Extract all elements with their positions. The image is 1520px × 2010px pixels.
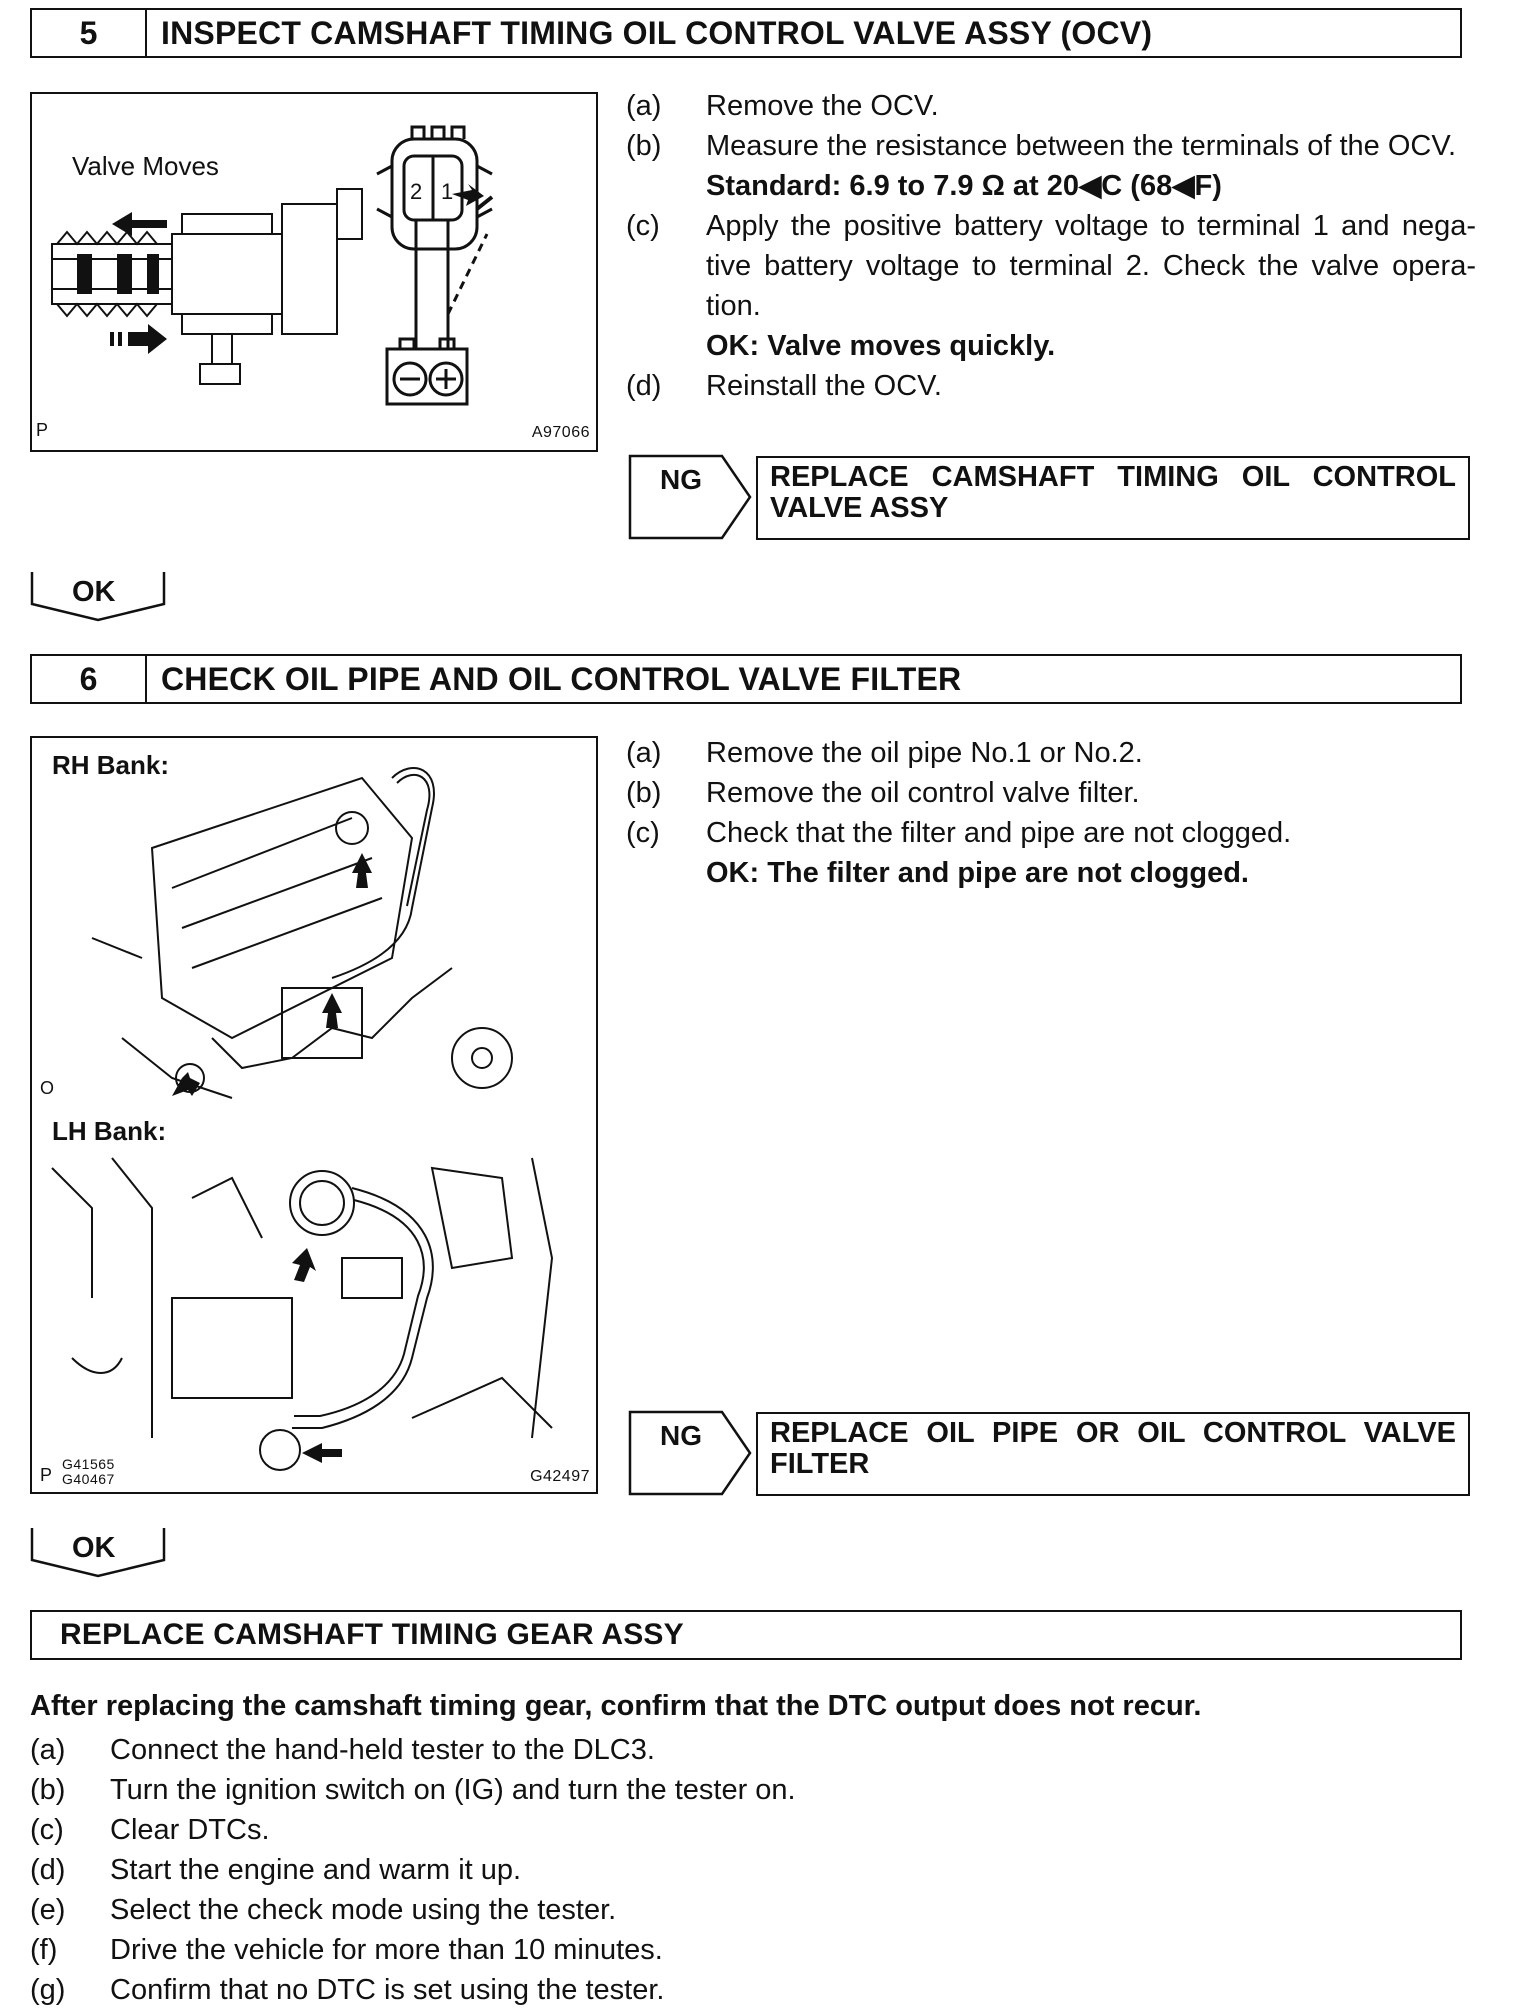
step-5-instructions bbox=[626, 86, 1476, 406]
list-item: (g) Confirm that no DTC is set using the tester. bbox=[30, 1974, 665, 2006]
list-item: (b) Turn the ignition switch on (IG) and turn the tester on. bbox=[30, 1774, 796, 1806]
final-lead-text: After replacing the camshaft timing gear, confirm that the DTC output does not recur. bbox=[30, 1690, 1202, 1722]
standard-row: Standard: 6.9 to 7.9 Ω at 20◀C (68◀F) bbox=[706, 170, 1222, 202]
step-title: CHECK OIL PIPE AND OIL CONTROL VALVE FILTER bbox=[161, 660, 962, 697]
list-item: (a) Connect the hand-held tester to the DLC3. bbox=[30, 1734, 655, 1766]
step-number: 5 bbox=[32, 10, 147, 56]
terminal-2-label: 2 bbox=[410, 179, 423, 204]
ok-label: OK bbox=[72, 576, 116, 608]
step-5-header bbox=[30, 8, 1462, 58]
figure-code-c: G42497 bbox=[530, 1468, 590, 1485]
figure-corner-letter: P bbox=[36, 420, 49, 440]
oil-pipe-figure bbox=[30, 736, 598, 1494]
figure-code-a: G41565 bbox=[62, 1456, 115, 1472]
list-item: (e) Select the check mode using the tester. bbox=[30, 1894, 617, 1926]
step-number: 6 bbox=[32, 656, 147, 702]
valve-moves-label: Valve Moves bbox=[72, 151, 219, 181]
final-procedure-list bbox=[30, 1730, 796, 2010]
final-step-header bbox=[30, 1610, 1462, 1660]
ng-result-box: REPLACE CAMSHAFT TIMING OIL CONTROL VALVE ASSY bbox=[756, 456, 1470, 540]
instruction-row: (a) Remove the OCV. bbox=[626, 90, 939, 122]
instruction-row: (c) Check that the filter and pipe are not clogged. bbox=[626, 817, 1292, 849]
figure-mid-letter: O bbox=[40, 1078, 55, 1098]
instruction-row: (d) Reinstall the OCV. bbox=[626, 370, 942, 402]
step-6-instructions bbox=[626, 733, 1476, 893]
lh-bank-label: LH Bank: bbox=[52, 1116, 167, 1146]
list-item: (f) Drive the vehicle for more than 10 minutes. bbox=[30, 1934, 663, 1966]
step-6-header bbox=[30, 654, 1462, 704]
instruction-row: (b) Measure the resistance between the terminals of the OCV. bbox=[626, 130, 1457, 162]
rh-bank-label: RH Bank: bbox=[52, 750, 170, 780]
ng-label: NG bbox=[660, 464, 702, 495]
step-title: INSPECT CAMSHAFT TIMING OIL CONTROL VALVE ASSY (OCV) bbox=[161, 14, 1153, 51]
step-title: REPLACE CAMSHAFT TIMING GEAR ASSY bbox=[60, 1618, 684, 1651]
ocv-figure bbox=[30, 92, 598, 452]
instruction-row: (c) Apply the positive battery voltage to terminal 1 and nega-tive battery voltage to terminal 2. Check the valve opera-tion. bbox=[626, 210, 1476, 322]
instruction-row: (a) Remove the oil pipe No.1 or No.2. bbox=[626, 737, 1143, 769]
terminal-1-label: 1 bbox=[441, 179, 454, 204]
ok-label: OK bbox=[72, 1532, 116, 1564]
figure-code-b: G40467 bbox=[62, 1471, 115, 1487]
engine-illustration bbox=[32, 738, 596, 1492]
figure-code: A97066 bbox=[531, 424, 590, 441]
ok-criteria-row: OK: The filter and pipe are not clogged. bbox=[706, 857, 1249, 889]
ng-label: NG bbox=[660, 1420, 702, 1451]
ng-result-box: REPLACE OIL PIPE OR OIL CONTROL VALVE FILTER bbox=[756, 1412, 1470, 1496]
instruction-row: (b) Remove the oil control valve filter. bbox=[626, 777, 1140, 809]
list-item: (d) Start the engine and warm it up. bbox=[30, 1854, 522, 1886]
ocv-illustration bbox=[32, 94, 596, 450]
ok-criteria-row: OK: Valve moves quickly. bbox=[706, 330, 1056, 362]
figure-corner-letter: P bbox=[40, 1465, 53, 1485]
list-item: (c) Clear DTCs. bbox=[30, 1814, 270, 1846]
